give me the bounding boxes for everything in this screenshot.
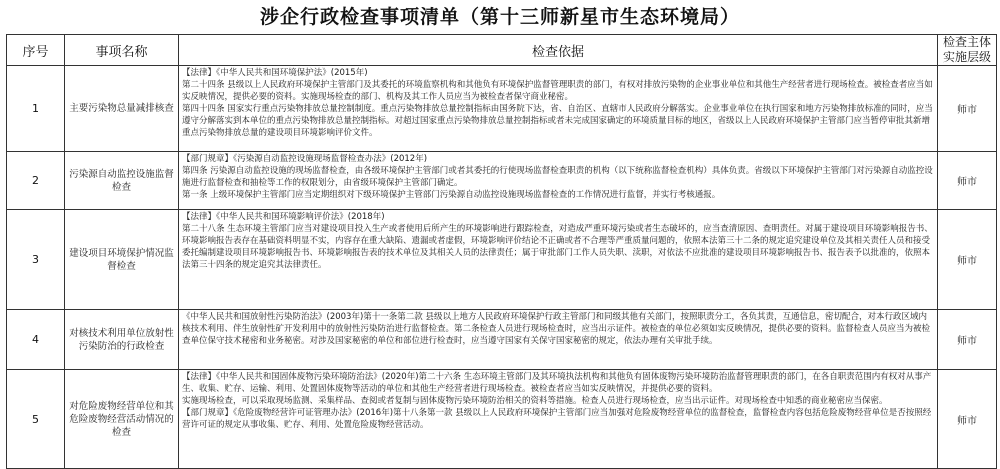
row-basis	[179, 310, 938, 370]
row-level: 师市	[938, 310, 997, 370]
row-level: 师市	[938, 370, 997, 469]
row-item-name: 对核技术利用单位放射性污染防治的行政检查	[65, 310, 179, 370]
basis-paragraph: 第四十四条 国家实行重点污染物排放总量控制制度。重点污染物排放总量控制指标由国务院下达，省、自治区、直辖市人民政府分解落实。企业事业单位在执行国家和地方污染物排放标准的同时，应当遵守分解落实到本单位的重点污染物排放总量控制指标。对超过国家重点污染物排放总量控制指标或者未完成国家确定的环境质量目标的地区，省级以上人民政府环境保护主管部门应当暂停审批其新增重点污染物排放总量的建设项目环境影响评价文件。	[182, 104, 933, 138]
basis-paragraph: 实施现场检查，可以采取现场监测、采集样品、查阅或者复制与固体废物污染环境防治相关的资料等措施。检查人员进行现场检查，应当出示证件。对现场检查中知悉的商业秘密应当保密。	[182, 396, 888, 406]
row-basis	[179, 370, 938, 469]
basis-paragraph: 第二十八条 生态环境主管部门应当对建设项目投入生产或者使用后所产生的环境影响进行跟踪检查，对造成严重环境污染或者生态破坏的，应当查清原因、查明责任。对属于建设项目环境影响报告书、环境影响报告表存在基础资料明显不实，内容存在重大缺陷、遗漏或者虚假，环境影响评价结论不正确或者不合理等严重质量问题的，依照本法第三十二条的规定追究建设单位及其相关责任人员和接受委托编制建设项目环境影响报告书、环境影响报告表的技术单位及其相关人员的法律责任；属于审批部门工作人员失职、渎职，对依法不应批准的建设项目环境影响报告书、报告表予以批准的，依照本法第三十四条的规定追究其法律责任。	[182, 224, 933, 270]
basis-paragraph: 《中华人民共和国放射性污染防治法》(2003年)第十一条第二款 县级以上地方人民政府环境保护行政主管部门和同级其他有关部门，按照职责分工，各负其责，互通信息，密切配合，对本行政区域内核技术利用、伴生放射性矿开发利用中的放射性污染防治进行监督检查。第二条检查人员进行现场检查时，应当出示证件。被检查的单位必须如实反映情况，提供必要的资料。监督检查人员应当为被检查单位保守技术秘密和业务秘密。对涉及国家秘密的单位和部位进行检查时，应当遵守国家有关保守国家秘密的规定，依法办理有关审批手续。	[182, 312, 931, 346]
row-level: 师市	[938, 152, 997, 210]
table-header-row	[7, 35, 997, 66]
row-basis	[179, 66, 938, 152]
row-no: 5	[7, 370, 65, 469]
header-name: 事项名称	[65, 35, 179, 66]
row-no: 2	[7, 152, 65, 210]
header-level: 检查主体实施层级	[938, 35, 997, 66]
inspection-items-table	[6, 34, 997, 469]
table-row	[7, 152, 997, 210]
header-no: 序号	[7, 35, 65, 66]
page-title: 涉企行政检查事项清单（第十三师新星市生态环境局）	[259, 6, 740, 28]
basis-paragraph: 第四条 污染源自动监控设施的现场监督检查，由各级环境保护主管部门或者其委托的行使现场监督检查职责的机构（以下统称监督检查机构）具体负责。省级以下环境保护主管部门对污染源自动监控设施进行监督检查和抽检等工作的权限划分，由省级环境保护主管部门确定。	[182, 166, 933, 188]
table-row	[7, 370, 997, 469]
row-item-name: 对危险废物经营单位和其危险废物经营活动情况的检查	[65, 370, 179, 469]
table-row	[7, 210, 997, 310]
row-basis	[179, 152, 938, 210]
row-basis	[179, 210, 938, 310]
basis-paragraph: 【法律】《中华人民共和国固体废物污染环境防治法》(2020年)第二十六条 生态环境主管部门及其环境执法机构和其他负有固体废物污染环境防治监督管理职责的部门，在各自职责范围内有权对从事产生、收集、贮存、运输、利用、处置固体废物等活动的单位和其他生产经营者进行现场检查。被检查者应当如实反映情况，并提供必要的资料。	[182, 372, 932, 394]
row-item-name: 主要污染物总量减排核查	[65, 66, 179, 152]
basis-paragraph: 第二十四条 县级以上人民政府环境保护主管部门及其委托的环境监察机构和其他负有环境保护监督管理职责的部门，有权对排放污染物的企业事业单位和其他生产经营者进行现场检查。被检查者应当如实反映情况，提供必要的资料。实施现场检查的部门、机构及其工作人员应当为被检查者保守商业秘密。	[182, 80, 933, 102]
row-level: 师市	[938, 66, 997, 152]
basis-paragraph: 【法律】《中华人民共和国环境保护法》(2015年)	[182, 68, 368, 78]
row-item-name: 污染源自动监控设施监督检查	[65, 152, 179, 210]
row-no: 3	[7, 210, 65, 310]
row-no: 1	[7, 66, 65, 152]
basis-paragraph: 【法律】《中华人民共和国环境影响评价法》(2018年)	[182, 212, 385, 222]
basis-paragraph: 第一条 上级环境保护主管部门应当定期组织对下级环境保护主管部门污染源自动监控设施现场监督检查的工作情况进行监督，并实行考核通报。	[182, 190, 721, 200]
row-level: 师市	[938, 210, 997, 310]
table-row	[7, 66, 997, 152]
basis-paragraph: 【部门规章】《危险废物经营许可证管理办法》(2016年)第十八条第一款 县级以上人民政府环境保护主管部门应当加强对危险废物经营单位的监督检查，监督检查内容包括危险废物经营单位是否按照经营许可证的规定从事收集、贮存、利用、处置危险废物经营活动。	[182, 408, 932, 430]
header-basis: 检查依据	[179, 35, 938, 66]
basis-paragraph: 【部门规章】《污染源自动监控设施现场监督检查办法》(2012年)	[182, 154, 428, 164]
table-row	[7, 310, 997, 370]
row-item-name: 建设项目环境保护情况监督检查	[65, 210, 179, 310]
row-no: 4	[7, 310, 65, 370]
